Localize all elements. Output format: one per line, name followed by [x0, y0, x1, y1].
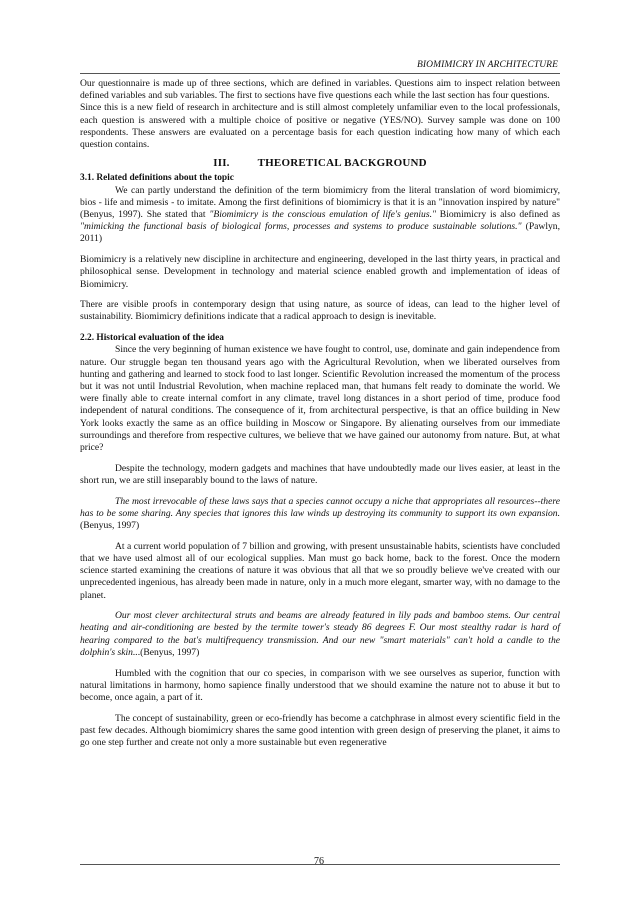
section-number: III.	[213, 157, 230, 170]
definitions-quote-1: "Biomimicry is the conscious emulation of life's genius."	[209, 209, 436, 221]
definitions-citation: (Pawlyn, 2011)	[80, 221, 561, 245]
laws-quote-paragraph	[80, 496, 560, 533]
intro-paragraph-2: Since this is a new field of research in architecture and is still almost completely unfamiliar even to the local professionals, each question is answered with a multiple choice of positive or negative (YES/NO). Survey sample was done on 100 respondents. These answers are evaluated on a percentage basis for each question indicating how many of which each question contains.	[80, 102, 560, 151]
history-paragraph: Since the very beginning of human existence we have fought to control, use, dominate and gain independence from nature. Our struggle began ten thousand years ago with the Agricultural Revolution, when we liberated ourselves from hunting and gathering and learned to stock food to last longer. Scientific Revolution increased the momentum of the process but it was not until Industrial Revolution, when machine replaced man, that humans felt ready to dominate the world. We were finally able to create internal comfort in any climate, travel long distances in a short period of time, produce food independent of natural conditions. The consequence of it, from architectural perspective, is that an office building in New York looks exactly the same as an office building in Moscow or Singapore. By alienating ourselves from our immediate surroundings and therefore from respective cultures, we believe that we have gained our autonomy from nature. But, at what price?	[80, 344, 560, 453]
architecture-quote-citation: .(Benyus, 1997)	[137, 646, 200, 658]
humbled-paragraph: Humbled with the cognition that our co species, in comparison with we see ourselves as superior, function with natural limitations in harmony, homo sapience finally understood that we should examine the nature not to abuse it but to become, once again, a part of it.	[80, 667, 560, 703]
running-header: BIOMIMICRY IN ARCHITECTURE	[416, 60, 558, 70]
definitions-text-b: Biomimicry is also defined as	[436, 209, 560, 221]
discipline-paragraph: Biomimicry is a relatively new discipline in architecture and engineering, developed in the last thirty years, in practical and philosophical sense. Development in technology and material science enabled growth and implementation of ideas of Biomimicry.	[80, 254, 560, 290]
definitions-text-a: We can partly understand the definition of the term biomimicry from the literal translation of word biomimicry, bios - life and mimesis - to imitate. Among the first definitions of biomimicry is that it is an "innovation inspired by nature" (Benyus, 1997). She stated that	[80, 184, 560, 221]
page-number: 76	[314, 856, 324, 867]
architecture-quote-paragraph	[80, 610, 560, 659]
definitions-paragraph	[80, 185, 560, 246]
population-paragraph: At a current world population of 7 billion and growing, with present unsustainable habits, scientists have concluded that we have used almost all of our ecological supplies. Man must go back home, back to the forest. Once the modern science started examining the creations of nature it was obvious that all that we so proudly believe we've created with our unprecedented ingenious, has already been made in nature, only in a much more elegant, smarter way, with no damage to the planet.	[80, 540, 560, 601]
footer-rule	[80, 864, 560, 865]
subsection-heading-2-2: 2.2. Historical evaluation of the idea	[80, 333, 224, 344]
header-rule	[80, 73, 560, 74]
section-heading	[80, 157, 560, 169]
section-title: THEORETICAL BACKGROUND	[257, 157, 427, 170]
subsection-heading-3-1: 3.1. Related definitions about the topic	[80, 173, 234, 184]
sustainability-paragraph: The concept of sustainability, green or eco-friendly has become a catchphrase in almost every scientific field in the past few decades. Although biomimicry shares the same good intention with green design of preserving the planet, it aims to go one step further and create not only a more sustainable but even regenerative	[80, 712, 560, 749]
architecture-quote: Our most clever architectural struts and beams are already featured in lily pads and bamboo stems. Our central heating and air-conditioning are bested by the termite tower's steady 86 degrees F. Our most stealthy radar is hard of hearing compared to the bat's multifrequency transmission. And our new "smart materials" can't hold a candle to the dolphin's skin..	[80, 610, 560, 658]
proofs-paragraph: There are visible proofs in contemporary design that using nature, as source of ideas, can lead to the higher level of sustainability. Biomimicry definitions indicate that a radical approach to design is inevitable.	[80, 299, 560, 323]
definitions-quote-2: "mimicking the functional basis of biological forms, processes and systems to produce sustainable solutions."	[80, 221, 522, 233]
technology-paragraph: Despite the technology, modern gadgets and machines that have undoubtedly made our lives easier, at least in the short run, we are still inseparably bound to the laws of nature.	[80, 462, 560, 486]
laws-quote-citation: (Benyus, 1997)	[80, 520, 140, 531]
body-text	[80, 78, 560, 749]
laws-quote: The most irrevocable of these laws says that a species cannot occupy a niche that appropriates all resources--there has to be some sharing. Any species that ignores this law winds up destroying its community to support its own expansion.	[80, 495, 560, 519]
intro-paragraph-1: Our questionnaire is made up of three sections, which are defined in variables. Questions aim to inspect relation between defined variables and sub variables. The first to sections have five questions each while the last section has four questions.	[80, 78, 560, 102]
